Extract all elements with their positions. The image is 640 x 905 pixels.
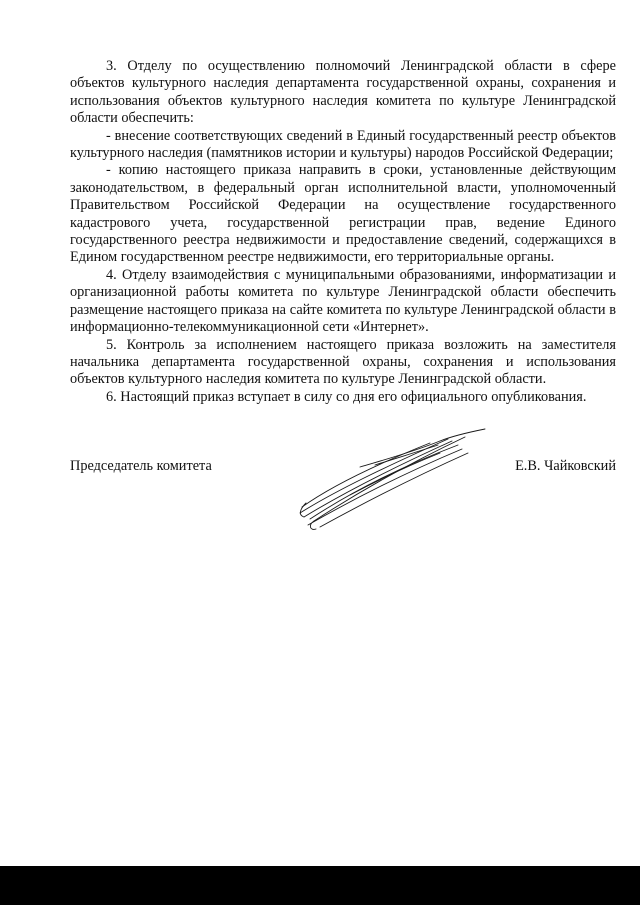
scan-bottom-border xyxy=(0,866,640,905)
paragraph-3-item-registry: - внесение соответствующих сведений в Единый государственный реестр объектов культурного наследия (памятников истории и культуры) народов Российской Федерации; xyxy=(70,127,616,162)
paragraph-5: 5. Контроль за исполнением настоящего приказа возложить на заместителя начальника департамента государственной охраны, сохранения и использования объектов культурного наследия комитета по культуре Ленинградской области. xyxy=(70,336,616,388)
signer-name: Е.В. Чайковский xyxy=(515,458,616,474)
handwritten-signature xyxy=(290,425,500,535)
paragraph-3-item-copy: - копию настоящего приказа направить в сроки, установленные действующим законодательством, в федеральный орган исполнительной власти, уполномоченный Правительством Российской Федерации на осуществление государственного кадастрового учета, государственной регистрации прав, ведение Единого государственного реестра недвижимости и предоставление сведений, содержащихся в Едином государственном реестре недвижимости, его территориальные органы. xyxy=(70,162,616,266)
document-body xyxy=(70,58,616,406)
paragraph-4: 4. Отделу взаимодействия с муниципальными образованиями, информатизации и организационной работы комитета по культуре Ленинградской области обеспечить размещение настоящего приказа на сайте комитета по культуре Ленинградской области в информационно-телекоммуникационной сети «Интернет». xyxy=(70,266,616,336)
signer-title: Председатель комитета xyxy=(70,458,212,474)
paragraph-6: 6. Настоящий приказ вступает в силу со дня его официального опубликования. xyxy=(106,388,587,405)
paragraph-3: 3. Отделу по осуществлению полномочий Ленинградской области в сфере объектов культурного наследия департамента государственной охраны, сохранения и использования объектов культурного наследия комитета по культуре Ленинградской области обеспечить: xyxy=(70,58,616,127)
